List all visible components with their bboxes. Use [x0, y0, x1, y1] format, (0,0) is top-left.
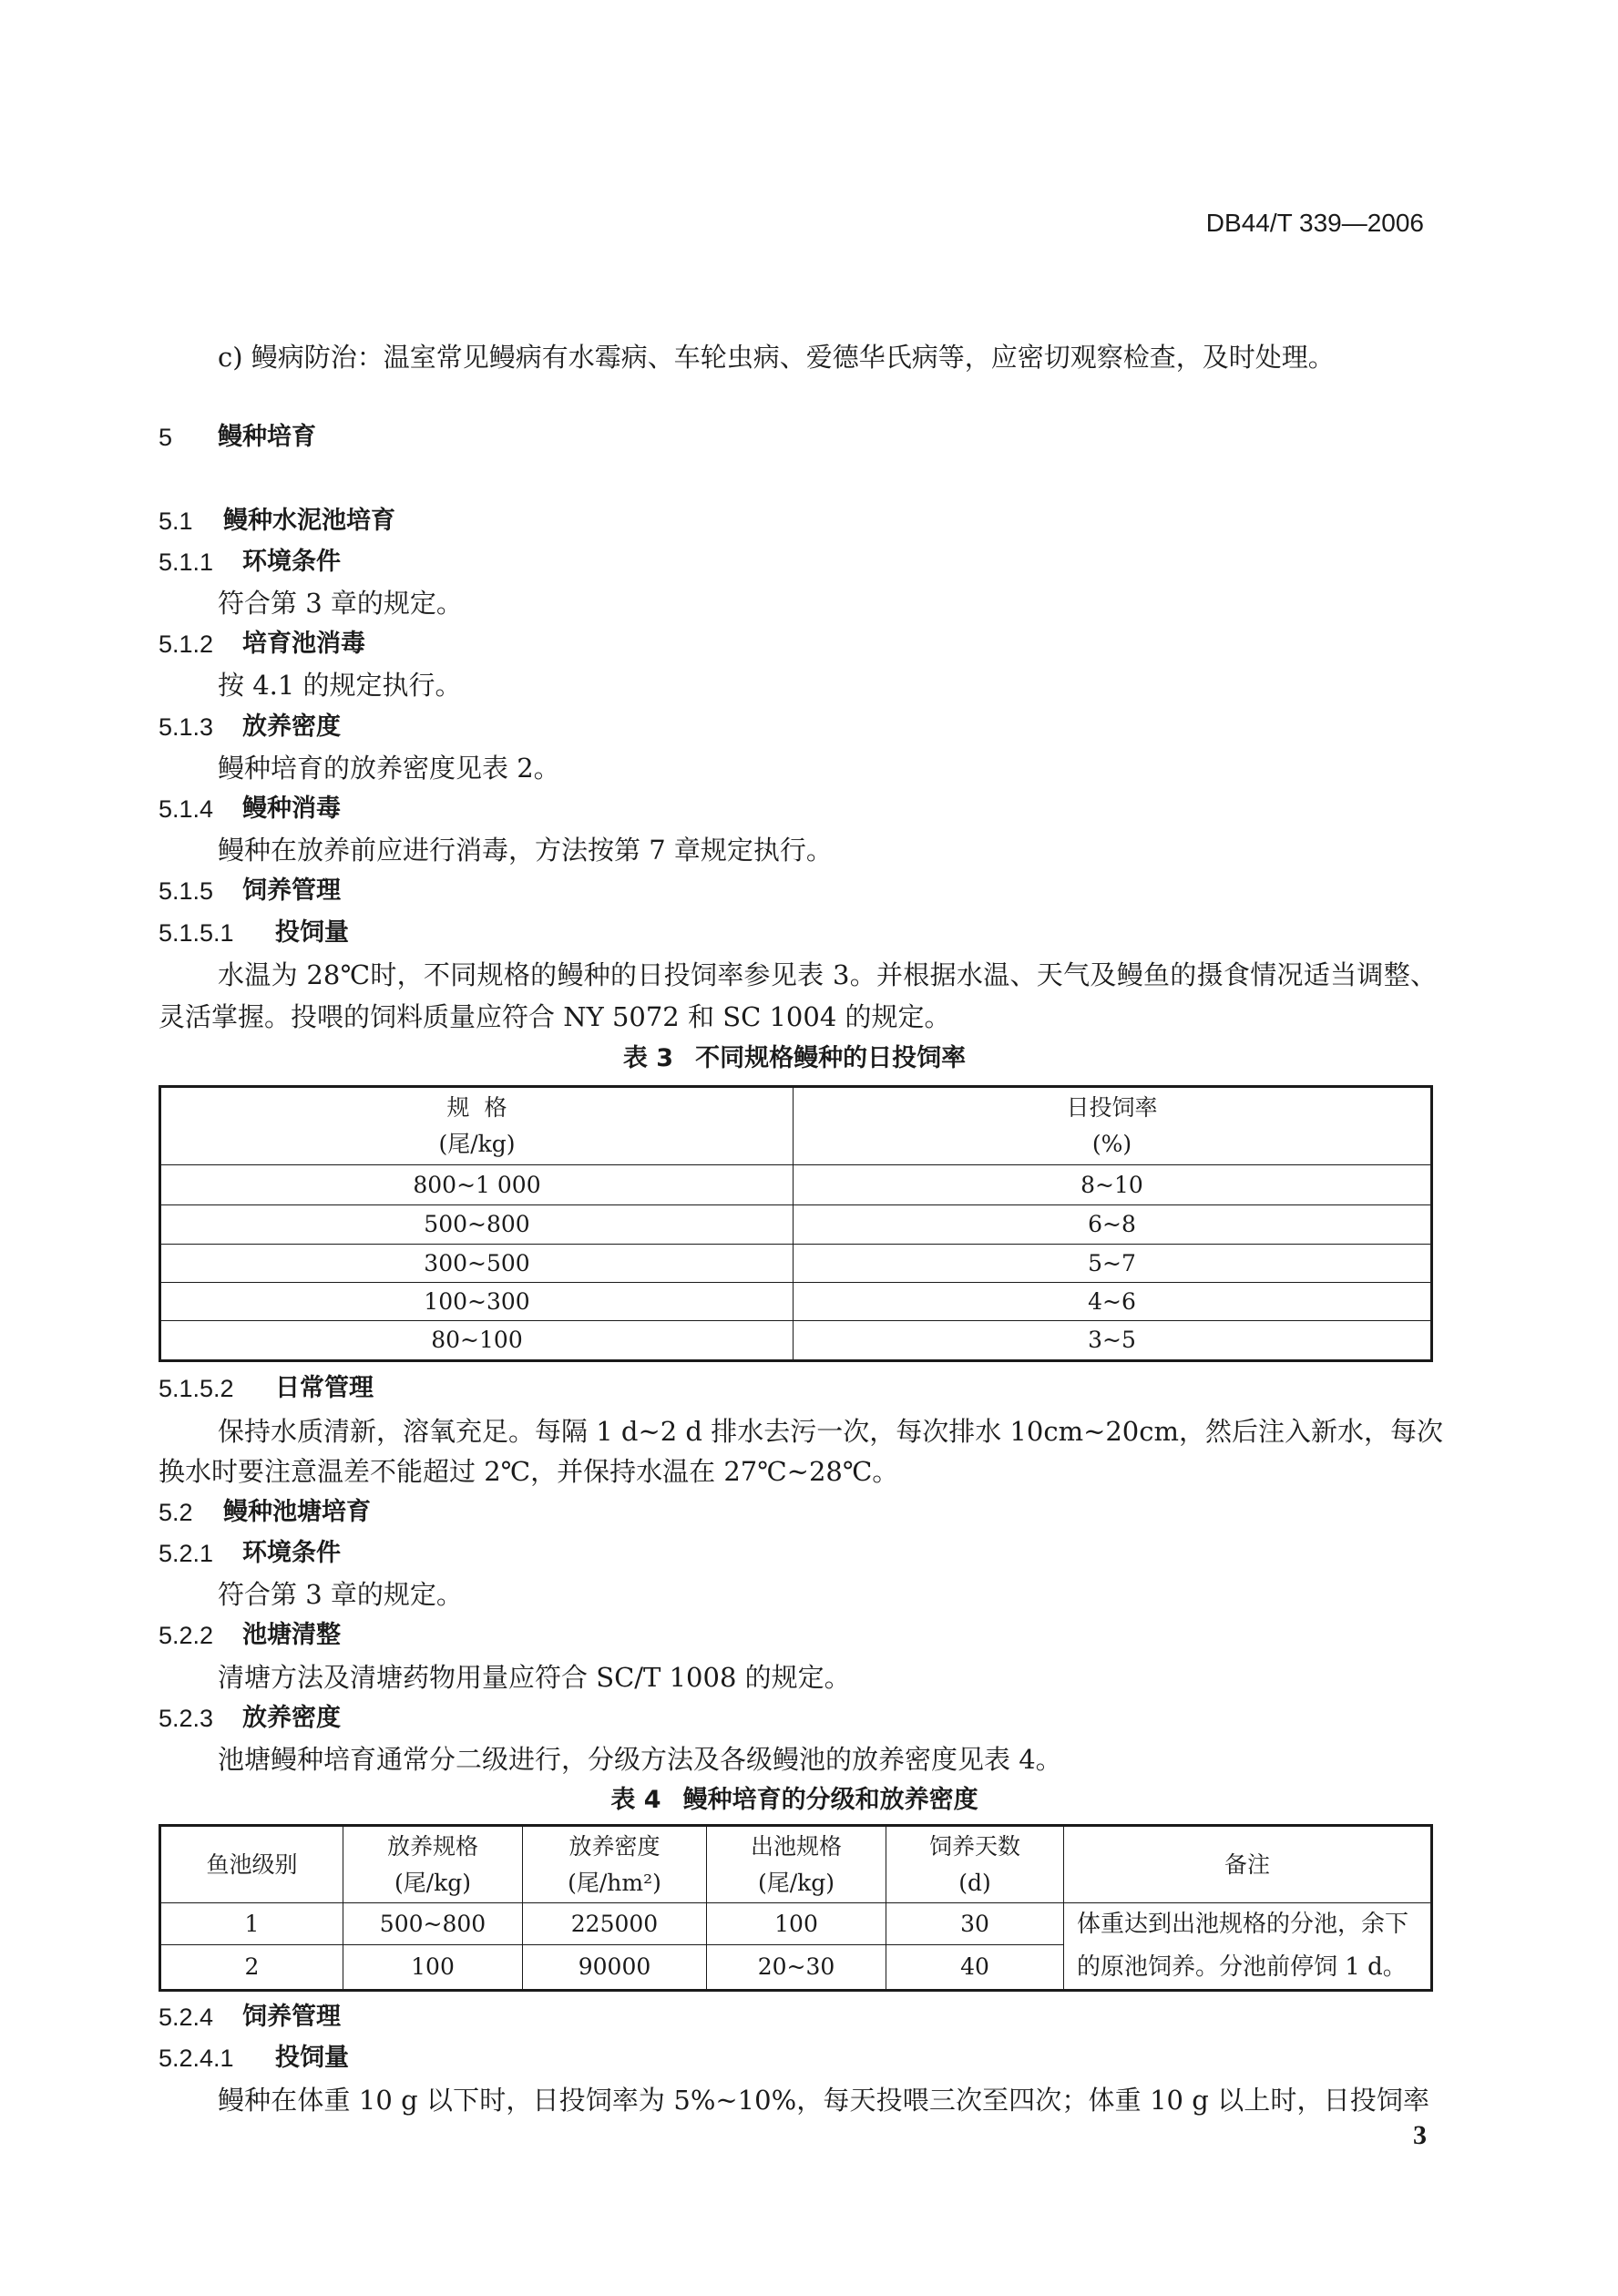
table-cell: 500~800 — [343, 1903, 523, 1945]
table-label: 表 3 — [622, 1044, 674, 1072]
header-cell — [886, 1826, 1064, 1903]
column-name: 放养规格 — [386, 1832, 478, 1860]
column-name: 鱼池级别 — [206, 1850, 298, 1878]
paragraph-line: 水温为 28℃时，不同规格的鳗种的日投饲率参见表 3。并根据水温、天气及鳗鱼的摄食情况适当调整、 — [218, 959, 1437, 990]
column-name: 出池规格 — [750, 1832, 842, 1860]
header-cell — [523, 1826, 707, 1903]
column-unit: (尾/kg) — [757, 1869, 835, 1896]
section-number: 5.1.4 — [159, 795, 214, 823]
paragraph-line: 灵活掌握。投喂的饲料质量应符合 NY 5072 和 SC 1004 的规定。 — [159, 1001, 951, 1032]
table-cell: 500~800 — [160, 1205, 794, 1245]
column-name: 日投饲率 — [1066, 1094, 1158, 1121]
section-title: 环境条件 — [242, 548, 341, 576]
section-number: 5.1.5 — [159, 877, 214, 905]
paragraph: 清塘方法及清塘药物用量应符合 SC/T 1008 的规定。 — [218, 1662, 851, 1693]
paragraph-line: 鳗种在体重 10 g 以下时，日投饲率为 5%~10%，每天投喂三次至四次；体重 10 g 以上时，日投饲率 — [218, 2085, 1429, 2116]
table-cell: 8~10 — [794, 1165, 1432, 1205]
column-unit: (d) — [958, 1869, 991, 1896]
column-unit: (尾/hm²) — [568, 1869, 661, 1896]
column-name: 饲养天数 — [928, 1832, 1020, 1860]
section-number: 5.2.4 — [159, 2004, 214, 2031]
section-title: 池塘清整 — [242, 1621, 341, 1649]
paragraph-line: 保持水质清新，溶氧充足。每隔 1 d~2 d 排水去污一次，每次排水 10cm~20cm，然后注入新水，每次 — [218, 1416, 1444, 1447]
paragraph: 符合第 3 章的规定。 — [218, 588, 463, 619]
list-item-c: c) 鳗病防治：温室常见鳗病有水霉病、车轮虫病、爱德华氏病等，应密切观察检查，及时处理。 — [218, 342, 1335, 373]
section-title: 投饲量 — [275, 2044, 349, 2072]
section-title: 放养密度 — [242, 712, 341, 741]
remark-cell — [1064, 1903, 1432, 1991]
header-cell — [343, 1826, 523, 1903]
paragraph-line: 换水时要注意温差不能超过 2℃，并保持水温在 27℃~28℃。 — [159, 1456, 899, 1487]
table-row — [160, 1903, 1432, 1945]
table-header-row — [160, 1826, 1432, 1903]
section-number: 5 — [159, 424, 173, 451]
table-row — [160, 1283, 1432, 1321]
table-title: 不同规格鳗种的日投饲率 — [695, 1044, 967, 1072]
table-cell: 90000 — [523, 1945, 707, 1991]
section-title: 投饲量 — [275, 918, 349, 947]
paragraph: 鳗种培育的放养密度见表 2。 — [218, 753, 560, 784]
section-title: 培育池消毒 — [242, 630, 365, 658]
section-number: 5.1.3 — [159, 713, 214, 741]
section-number: 5.1.5.2 — [159, 1375, 234, 1402]
table-cell: 100 — [343, 1945, 523, 1991]
section-number: 5.1.2 — [159, 630, 214, 658]
table-cell: 4~6 — [794, 1283, 1432, 1321]
remark-line: 的原池饲养。分池前停饲 1 d。 — [1077, 1953, 1407, 1981]
section-number: 5.2.2 — [159, 1622, 214, 1649]
section-number: 5.2.4.1 — [159, 2045, 234, 2072]
feeding-rate-table — [159, 1085, 1433, 1362]
standard-number: DB44/T 339—2006 — [1205, 209, 1424, 237]
header-cell — [794, 1087, 1432, 1165]
column-name: 放养密度 — [568, 1832, 661, 1860]
table-cell: 1 — [160, 1903, 343, 1945]
page-number: 3 — [1413, 2120, 1427, 2150]
table-row — [160, 1321, 1432, 1361]
section-number: 5.1 — [159, 507, 193, 535]
column-unit: (%) — [1091, 1131, 1132, 1157]
table-cell: 6~8 — [794, 1205, 1432, 1245]
section-number: 5.2.1 — [159, 1540, 214, 1567]
column-unit: (尾/kg) — [438, 1131, 516, 1157]
header-cell — [160, 1087, 794, 1165]
remark-line: 体重达到出池规格的分池，余下 — [1077, 1911, 1409, 1938]
section-title: 鳗种消毒 — [242, 794, 341, 823]
section-number: 5.1.5.1 — [159, 919, 234, 947]
column-name: 规 格 — [446, 1094, 507, 1121]
table-cell: 20~30 — [707, 1945, 886, 1991]
section-title: 日常管理 — [275, 1374, 374, 1402]
section-title: 鳗种水泥池培育 — [223, 507, 395, 535]
table-cell: 300~500 — [160, 1245, 794, 1283]
table-header-row — [160, 1087, 1432, 1165]
table-cell: 3~5 — [794, 1321, 1432, 1361]
header-cell — [707, 1826, 886, 1903]
table-caption — [159, 1782, 1430, 1819]
section-number: 5.2.3 — [159, 1705, 214, 1732]
section-title: 放养密度 — [242, 1704, 341, 1732]
table-caption — [159, 1040, 1430, 1077]
section-title: 环境条件 — [242, 1539, 341, 1567]
paragraph: 符合第 3 章的规定。 — [218, 1579, 463, 1610]
section-number: 5.1.1 — [159, 548, 214, 576]
section-title: 饲养管理 — [242, 876, 341, 905]
table-row — [160, 1165, 1432, 1205]
column-unit: (尾/kg) — [394, 1869, 472, 1896]
section-title: 饲养管理 — [242, 2003, 341, 2031]
table-cell: 225000 — [523, 1903, 707, 1945]
section-title: 鳗种培育 — [218, 423, 316, 451]
paragraph: 按 4.1 的规定执行。 — [218, 670, 462, 701]
table-cell: 100 — [707, 1903, 886, 1945]
table-label: 表 4 — [610, 1786, 661, 1814]
header-cell — [160, 1826, 343, 1903]
paragraph: 鳗种在放养前应进行消毒，方法按第 7 章规定执行。 — [218, 835, 833, 866]
table-title: 鳗种培育的分级和放养密度 — [682, 1786, 978, 1814]
table-row — [160, 1245, 1432, 1283]
table-cell: 5~7 — [794, 1245, 1432, 1283]
table-cell: 30 — [886, 1903, 1064, 1945]
paragraph: 池塘鳗种培育通常分二级进行，分级方法及各级鳗池的放养密度见表 4。 — [218, 1744, 1062, 1775]
stocking-density-table — [159, 1824, 1433, 1992]
section-title: 鳗种池塘培育 — [223, 1498, 371, 1526]
header-cell — [1064, 1826, 1432, 1903]
table-cell: 100~300 — [160, 1283, 794, 1321]
table-cell: 40 — [886, 1945, 1064, 1991]
table-cell: 800~1 000 — [160, 1165, 794, 1205]
table-cell: 2 — [160, 1945, 343, 1991]
table-row — [160, 1205, 1432, 1245]
section-number: 5.2 — [159, 1499, 193, 1526]
table-cell: 80~100 — [160, 1321, 794, 1361]
column-name: 备注 — [1224, 1850, 1270, 1878]
